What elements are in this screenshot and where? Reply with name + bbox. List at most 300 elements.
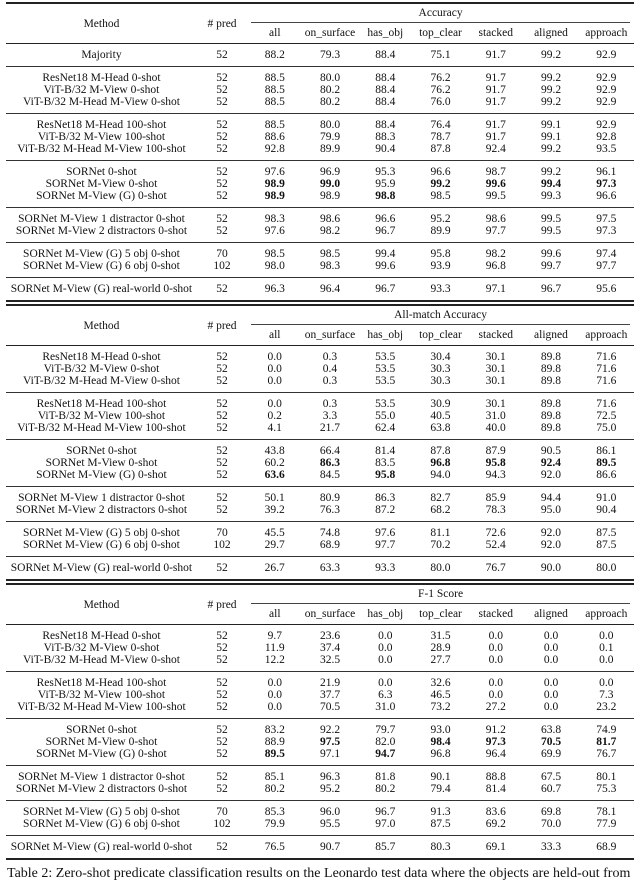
row-group (6, 67, 634, 114)
value-cell-top_clear: 32.6 (430, 677, 451, 689)
method-cell: ViT-B/32 M-View 0-shot (43, 363, 160, 375)
value-cell-has_obj: 88.4 (375, 49, 396, 61)
value-cell-has_obj: 88.4 (375, 72, 396, 84)
value-cell-approach: 81.7 (596, 736, 617, 748)
value-cell-has_obj: 88.4 (375, 84, 396, 96)
row-group (6, 44, 634, 67)
value-cell-top_clear: 30.3 (430, 375, 451, 387)
pred-cell: 52 (216, 410, 228, 422)
column-header-all: all (269, 608, 281, 620)
value-cell-aligned: 0.0 (543, 701, 559, 713)
value-cell-on_surface: 84.5 (319, 469, 341, 481)
value-cell-has_obj: 79.7 (375, 724, 396, 736)
value-cell-has_obj: 98.8 (375, 190, 396, 202)
value-cell-approach: 92.9 (596, 49, 617, 61)
value-cell-on_surface: 98.9 (319, 190, 341, 202)
value-cell-stacked: 98.6 (485, 213, 506, 225)
row-group (6, 557, 634, 581)
table-section-2 (6, 304, 634, 581)
value-cell-all: 88.5 (264, 96, 285, 108)
value-cell-top_clear: 80.0 (430, 562, 451, 574)
value-cell-approach: 90.4 (596, 504, 617, 516)
method-cell: SORNet M-View 2 distractors 0-shot (15, 504, 188, 516)
value-cell-stacked: 91.7 (485, 96, 506, 108)
row-group (6, 278, 634, 302)
value-cell-approach: 74.9 (596, 724, 617, 736)
table-row (6, 422, 634, 440)
value-cell-approach: 75.0 (596, 422, 617, 434)
value-cell-stacked: 30.1 (485, 375, 506, 387)
value-cell-all: 92.8 (264, 143, 285, 155)
value-cell-stacked: 40.0 (485, 422, 506, 434)
method-header: Method (83, 319, 120, 332)
value-cell-has_obj: 96.7 (375, 225, 396, 237)
row-group (6, 161, 634, 208)
value-cell-has_obj: 97.6 (375, 527, 396, 539)
column-header-aligned: aligned (534, 27, 568, 39)
value-cell-stacked: 52.4 (485, 539, 506, 551)
column-header-all: all (268, 329, 281, 341)
value-cell-approach: 0.1 (599, 642, 614, 654)
value-cell-on_surface: 32.5 (319, 654, 341, 666)
pred-cell: 52 (216, 492, 228, 504)
method-cell: ViT-B/32 M-Head M-View 0-shot (22, 654, 180, 666)
table-row (6, 654, 634, 672)
section-title: Accuracy (251, 7, 630, 23)
value-cell-all: 98.0 (264, 260, 285, 272)
method-cell: ResNet18 M-Head 100-shot (36, 119, 167, 131)
table-section-3 (6, 583, 634, 860)
method-cell: SORNet M-View (G) 5 obj 0-shot (23, 806, 180, 818)
value-cell-approach: 71.6 (596, 375, 617, 387)
value-cell-on_surface: 80.0 (319, 72, 341, 84)
pred-cell: 52 (216, 445, 228, 457)
method-header: Method (83, 598, 120, 611)
value-cell-on_surface: 97.1 (319, 748, 341, 760)
table-row (6, 114, 634, 132)
value-cell-all: 0.0 (267, 701, 282, 713)
value-cell-all: 89.5 (264, 748, 285, 760)
value-cell-on_surface: 68.9 (319, 539, 341, 551)
pred-header: # pred (207, 319, 237, 332)
value-cell-all: 98.9 (264, 178, 285, 190)
value-cell-on_surface: 70.5 (319, 701, 341, 713)
value-cell-top_clear: 28.9 (430, 642, 451, 654)
column-header-on_surface: on_surface (304, 329, 356, 341)
value-cell-on_surface: 98.2 (319, 225, 341, 237)
value-cell-on_surface: 96.0 (319, 806, 341, 818)
pred-cell: 52 (216, 131, 228, 143)
pred-cell: 102 (213, 818, 231, 830)
value-cell-stacked: 0.0 (488, 630, 503, 642)
method-cell: ViT-B/32 M-Head M-View 100-shot (17, 701, 186, 713)
value-cell-all: 88.9 (264, 736, 285, 748)
value-cell-aligned: 0.0 (543, 654, 559, 666)
value-cell-top_clear: 99.2 (430, 178, 451, 190)
column-header-stacked: stacked (478, 608, 513, 620)
value-cell-top_clear: 81.1 (430, 527, 451, 539)
value-cell-top_clear: 30.4 (430, 351, 451, 363)
row-group (6, 487, 634, 522)
value-cell-all: 83.2 (264, 724, 285, 736)
value-cell-aligned: 89.8 (540, 422, 562, 434)
value-cell-all: 45.5 (264, 527, 285, 539)
value-cell-stacked: 87.9 (485, 445, 506, 457)
value-cell-top_clear: 27.7 (430, 654, 451, 666)
value-cell-stacked: 0.0 (488, 654, 503, 666)
value-cell-top_clear: 98.4 (430, 736, 451, 748)
value-cell-aligned: 99.2 (540, 143, 562, 155)
value-cell-approach: 23.2 (596, 701, 617, 713)
value-cell-stacked: 78.3 (485, 504, 506, 516)
table-row (6, 625, 634, 643)
method-cell: SORNet M-View (G) real-world 0-shot (10, 283, 193, 295)
table-row (6, 504, 634, 522)
value-cell-all: 76.5 (264, 841, 285, 853)
column-header-aligned: aligned (534, 329, 568, 341)
method-cell: SORNet M-View (G) 5 obj 0-shot (23, 248, 180, 260)
value-cell-has_obj: 94.7 (375, 748, 396, 760)
column-header-on_surface: on_surface (304, 27, 356, 39)
table-row (6, 131, 634, 143)
value-cell-all: 4.1 (267, 422, 282, 434)
table-row (6, 642, 634, 654)
value-cell-all: 97.6 (264, 166, 285, 178)
value-cell-on_surface: 80.9 (319, 492, 341, 504)
value-cell-on_surface: 95.2 (319, 783, 341, 795)
value-cell-has_obj: 96.7 (375, 806, 396, 818)
value-cell-stacked: 97.1 (485, 283, 506, 295)
column-header-top_clear: top_clear (419, 608, 462, 620)
table-row (6, 44, 634, 67)
value-cell-aligned: 99.2 (540, 84, 562, 96)
value-cell-aligned: 96.7 (540, 283, 562, 295)
value-cell-aligned: 89.8 (540, 363, 562, 375)
value-cell-stacked: 83.6 (485, 806, 506, 818)
value-cell-on_surface: 23.6 (319, 630, 341, 642)
table-row (6, 487, 634, 505)
value-cell-top_clear: 30.3 (430, 363, 451, 375)
row-group (6, 440, 634, 487)
method-cell: SORNet M-View 1 distractor 0-shot (18, 771, 185, 783)
method-cell: SORNet M-View 2 distractors 0-shot (15, 225, 188, 237)
method-cell: SORNet M-View (G) real-world 0-shot (10, 562, 193, 574)
pred-cell: 52 (216, 49, 228, 61)
value-cell-all: 63.6 (264, 469, 285, 481)
value-cell-top_clear: 98.5 (430, 190, 451, 202)
method-cell: ResNet18 M-Head 0-shot (42, 630, 161, 642)
value-cell-on_surface: 90.7 (319, 841, 341, 853)
row-group (6, 393, 634, 440)
value-cell-stacked: 88.8 (485, 771, 506, 783)
value-cell-approach: 97.3 (596, 178, 617, 190)
value-cell-approach: 86.1 (596, 445, 617, 457)
value-cell-top_clear: 93.3 (430, 283, 451, 295)
value-cell-aligned: 90.5 (540, 445, 562, 457)
value-cell-all: 85.1 (264, 771, 285, 783)
value-cell-on_surface: 3.3 (322, 410, 338, 422)
value-cell-aligned: 89.8 (540, 398, 562, 410)
value-cell-stacked: 81.4 (485, 783, 506, 795)
method-cell: ResNet18 M-Head 100-shot (36, 398, 167, 410)
value-cell-on_surface: 0.3 (322, 375, 338, 387)
table-row (6, 363, 634, 375)
value-cell-on_surface: 0.3 (322, 351, 338, 363)
value-cell-top_clear: 96.8 (430, 748, 451, 760)
value-cell-stacked: 96.8 (485, 260, 506, 272)
pred-cell: 52 (216, 504, 228, 516)
value-cell-all: 50.1 (264, 492, 285, 504)
table-row (6, 766, 634, 784)
value-cell-has_obj: 0.0 (378, 677, 393, 689)
value-cell-has_obj: 85.7 (375, 841, 396, 853)
value-cell-has_obj: 0.0 (378, 642, 393, 654)
value-cell-top_clear: 76.2 (430, 84, 451, 96)
value-cell-stacked: 30.1 (485, 363, 506, 375)
pred-cell: 52 (216, 841, 228, 853)
value-cell-top_clear: 87.8 (430, 445, 451, 457)
value-cell-top_clear: 93.0 (430, 724, 451, 736)
value-cell-stacked: 98.7 (485, 166, 506, 178)
table-row (6, 701, 634, 719)
table-row (6, 143, 634, 161)
table-row (6, 278, 634, 302)
value-cell-approach: 7.3 (599, 689, 614, 701)
value-cell-stacked: 69.2 (485, 818, 506, 830)
value-cell-on_surface: 80.2 (319, 84, 341, 96)
value-cell-on_surface: 21.9 (319, 677, 341, 689)
value-cell-aligned: 99.5 (540, 213, 562, 225)
table-row (6, 161, 634, 179)
value-cell-has_obj: 86.3 (375, 492, 396, 504)
value-cell-stacked: 91.2 (485, 724, 506, 736)
value-cell-aligned: 99.7 (540, 260, 562, 272)
value-cell-approach: 75.3 (596, 783, 617, 795)
value-cell-approach: 92.9 (596, 72, 617, 84)
value-cell-has_obj: 96.6 (375, 213, 396, 225)
value-cell-has_obj: 55.0 (375, 410, 396, 422)
value-cell-stacked: 31.0 (485, 410, 506, 422)
section-title: All-match Accuracy (251, 309, 630, 325)
pred-cell: 52 (216, 143, 228, 155)
value-cell-aligned: 99.1 (540, 119, 562, 131)
method-cell: SORNet M-View 0-shot (45, 736, 158, 748)
value-cell-aligned: 92.0 (540, 469, 562, 481)
table-row (6, 178, 634, 190)
pred-cell: 52 (216, 783, 228, 795)
pred-cell: 52 (216, 642, 228, 654)
value-cell-has_obj: 82.0 (375, 736, 396, 748)
value-cell-top_clear: 76.4 (430, 119, 451, 131)
value-cell-all: 0.0 (267, 375, 282, 387)
table-row (6, 84, 634, 96)
value-cell-approach: 80.0 (596, 562, 617, 574)
method-cell: SORNet M-View 1 distractor 0-shot (18, 213, 185, 225)
value-cell-stacked: 76.7 (485, 562, 506, 574)
value-cell-stacked: 96.4 (485, 748, 506, 760)
value-cell-top_clear: 79.4 (430, 783, 451, 795)
value-cell-aligned: 99.2 (540, 96, 562, 108)
column-header-on_surface: on_surface (304, 608, 356, 620)
value-cell-aligned: 60.7 (540, 783, 562, 795)
value-cell-has_obj: 95.8 (375, 469, 396, 481)
value-cell-aligned: 99.2 (540, 72, 562, 84)
value-cell-stacked: 97.7 (485, 225, 506, 237)
value-cell-all: 0.0 (267, 689, 282, 701)
method-cell: ViT-B/32 M-Head M-View 0-shot (22, 375, 180, 387)
table-row (6, 457, 634, 469)
value-cell-approach: 72.5 (596, 410, 617, 422)
value-cell-top_clear: 82.7 (430, 492, 451, 504)
value-cell-stacked: 91.7 (485, 84, 506, 96)
value-cell-all: 98.3 (264, 213, 285, 225)
value-cell-top_clear: 68.2 (430, 504, 451, 516)
value-cell-has_obj: 0.0 (378, 654, 393, 666)
value-cell-aligned: 69.8 (540, 806, 562, 818)
value-cell-top_clear: 87.5 (430, 818, 451, 830)
value-cell-top_clear: 93.9 (430, 260, 451, 272)
value-cell-stacked: 0.0 (488, 677, 503, 689)
value-cell-on_surface: 37.4 (319, 642, 341, 654)
value-cell-approach: 0.0 (599, 630, 614, 642)
pred-cell: 52 (216, 422, 228, 434)
pred-cell: 52 (216, 351, 228, 363)
method-cell: SORNet M-View (G) 0-shot (36, 190, 167, 202)
method-cell: SORNet M-View (G) 6 obj 0-shot (23, 260, 180, 272)
value-cell-approach: 87.5 (596, 527, 617, 539)
value-cell-approach: 76.7 (596, 748, 617, 760)
method-cell: Majority (81, 49, 122, 61)
value-cell-approach: 0.0 (599, 677, 614, 689)
value-cell-aligned: 99.5 (540, 225, 562, 237)
table-row (6, 260, 634, 278)
pred-cell: 52 (216, 562, 228, 574)
value-cell-top_clear: 73.2 (430, 701, 451, 713)
value-cell-on_surface: 63.3 (319, 562, 341, 574)
value-cell-approach: 71.6 (596, 363, 617, 375)
value-cell-approach: 0.0 (599, 654, 614, 666)
row-group (6, 625, 634, 672)
value-cell-all: 9.7 (267, 630, 282, 642)
value-cell-approach: 91.0 (596, 492, 617, 504)
value-cell-on_surface: 96.4 (319, 283, 341, 295)
value-cell-top_clear: 96.6 (430, 166, 451, 178)
pred-cell: 52 (216, 677, 228, 689)
method-cell: SORNet M-View 1 distractor 0-shot (18, 492, 185, 504)
value-cell-stacked: 98.2 (485, 248, 506, 260)
table-row (6, 818, 634, 836)
value-cell-approach: 96.6 (596, 190, 617, 202)
value-cell-all: 98.9 (264, 190, 285, 202)
value-cell-stacked: 27.2 (485, 701, 506, 713)
value-cell-approach: 77.9 (596, 818, 617, 830)
value-cell-aligned: 89.8 (540, 351, 562, 363)
value-cell-all: 88.5 (264, 119, 285, 131)
value-cell-has_obj: 99.6 (375, 260, 396, 272)
value-cell-on_surface: 74.8 (319, 527, 341, 539)
table-row (6, 522, 634, 540)
value-cell-on_surface: 37.7 (319, 689, 341, 701)
value-cell-approach: 92.8 (596, 131, 617, 143)
value-cell-has_obj: 88.4 (375, 119, 396, 131)
value-cell-has_obj: 95.3 (375, 166, 396, 178)
column-header-stacked: stacked (478, 329, 513, 341)
method-cell: ViT-B/32 M-Head M-View 100-shot (17, 422, 186, 434)
value-cell-aligned: 99.6 (540, 248, 562, 260)
value-cell-stacked: 0.0 (488, 642, 503, 654)
value-cell-approach: 93.5 (596, 143, 617, 155)
value-cell-all: 88.6 (264, 131, 285, 143)
value-cell-all: 80.2 (264, 783, 285, 795)
pred-cell: 52 (216, 213, 228, 225)
value-cell-on_surface: 97.5 (319, 736, 341, 748)
table-row (6, 67, 634, 85)
method-cell: ResNet18 M-Head 0-shot (42, 351, 161, 363)
column-header-aligned: aligned (534, 608, 568, 620)
pred-cell: 70 (216, 527, 228, 539)
pred-cell: 52 (216, 654, 228, 666)
value-cell-on_surface: 95.5 (319, 818, 341, 830)
value-cell-on_surface: 96.3 (319, 771, 341, 783)
value-cell-all: 96.3 (264, 283, 285, 295)
table-row (6, 410, 634, 422)
column-header-top_clear: top_clear (419, 27, 462, 39)
table-sections (6, 2, 634, 860)
method-cell: ResNet18 M-Head 0-shot (42, 72, 161, 84)
row-group (6, 243, 634, 278)
value-cell-on_surface: 86.3 (319, 457, 341, 469)
pred-cell: 52 (216, 771, 228, 783)
value-cell-has_obj: 81.4 (375, 445, 396, 457)
pred-cell: 52 (216, 283, 228, 295)
method-cell: SORNet M-View 0-shot (45, 178, 158, 190)
pred-cell: 52 (216, 178, 228, 190)
value-cell-all: 43.8 (264, 445, 285, 457)
method-cell: SORNet 0-shot (66, 166, 137, 178)
value-cell-aligned: 89.8 (540, 375, 562, 387)
value-cell-aligned: 92.0 (540, 539, 562, 551)
value-cell-on_surface: 98.5 (319, 248, 341, 260)
pred-cell: 52 (216, 748, 228, 760)
value-cell-all: 39.2 (264, 504, 285, 516)
table-row (6, 393, 634, 411)
table-row (6, 748, 634, 766)
pred-cell: 52 (216, 190, 228, 202)
method-cell: ViT-B/32 M-Head M-View 0-shot (22, 96, 180, 108)
pred-cell: 52 (216, 375, 228, 387)
value-cell-top_clear: 46.5 (430, 689, 451, 701)
value-cell-all: 0.2 (267, 410, 282, 422)
value-cell-stacked: 69.1 (485, 841, 506, 853)
pred-cell: 52 (216, 469, 228, 481)
pred-cell: 52 (216, 72, 228, 84)
pred-cell: 70 (216, 806, 228, 818)
value-cell-has_obj: 88.4 (375, 96, 396, 108)
value-cell-approach: 78.1 (596, 806, 617, 818)
value-cell-has_obj: 95.9 (375, 178, 396, 190)
pred-cell: 102 (213, 539, 231, 551)
method-cell: SORNet 0-shot (66, 445, 137, 457)
value-cell-aligned: 0.0 (543, 642, 559, 654)
column-header-has_obj: has_obj (367, 608, 404, 620)
value-cell-has_obj: 81.8 (375, 771, 396, 783)
pred-cell: 52 (216, 457, 228, 469)
value-cell-all: 0.0 (267, 363, 282, 375)
table-section-1 (6, 2, 634, 302)
pred-cell: 52 (216, 166, 228, 178)
method-cell: ResNet18 M-Head 100-shot (36, 677, 167, 689)
value-cell-all: 0.0 (267, 398, 282, 410)
